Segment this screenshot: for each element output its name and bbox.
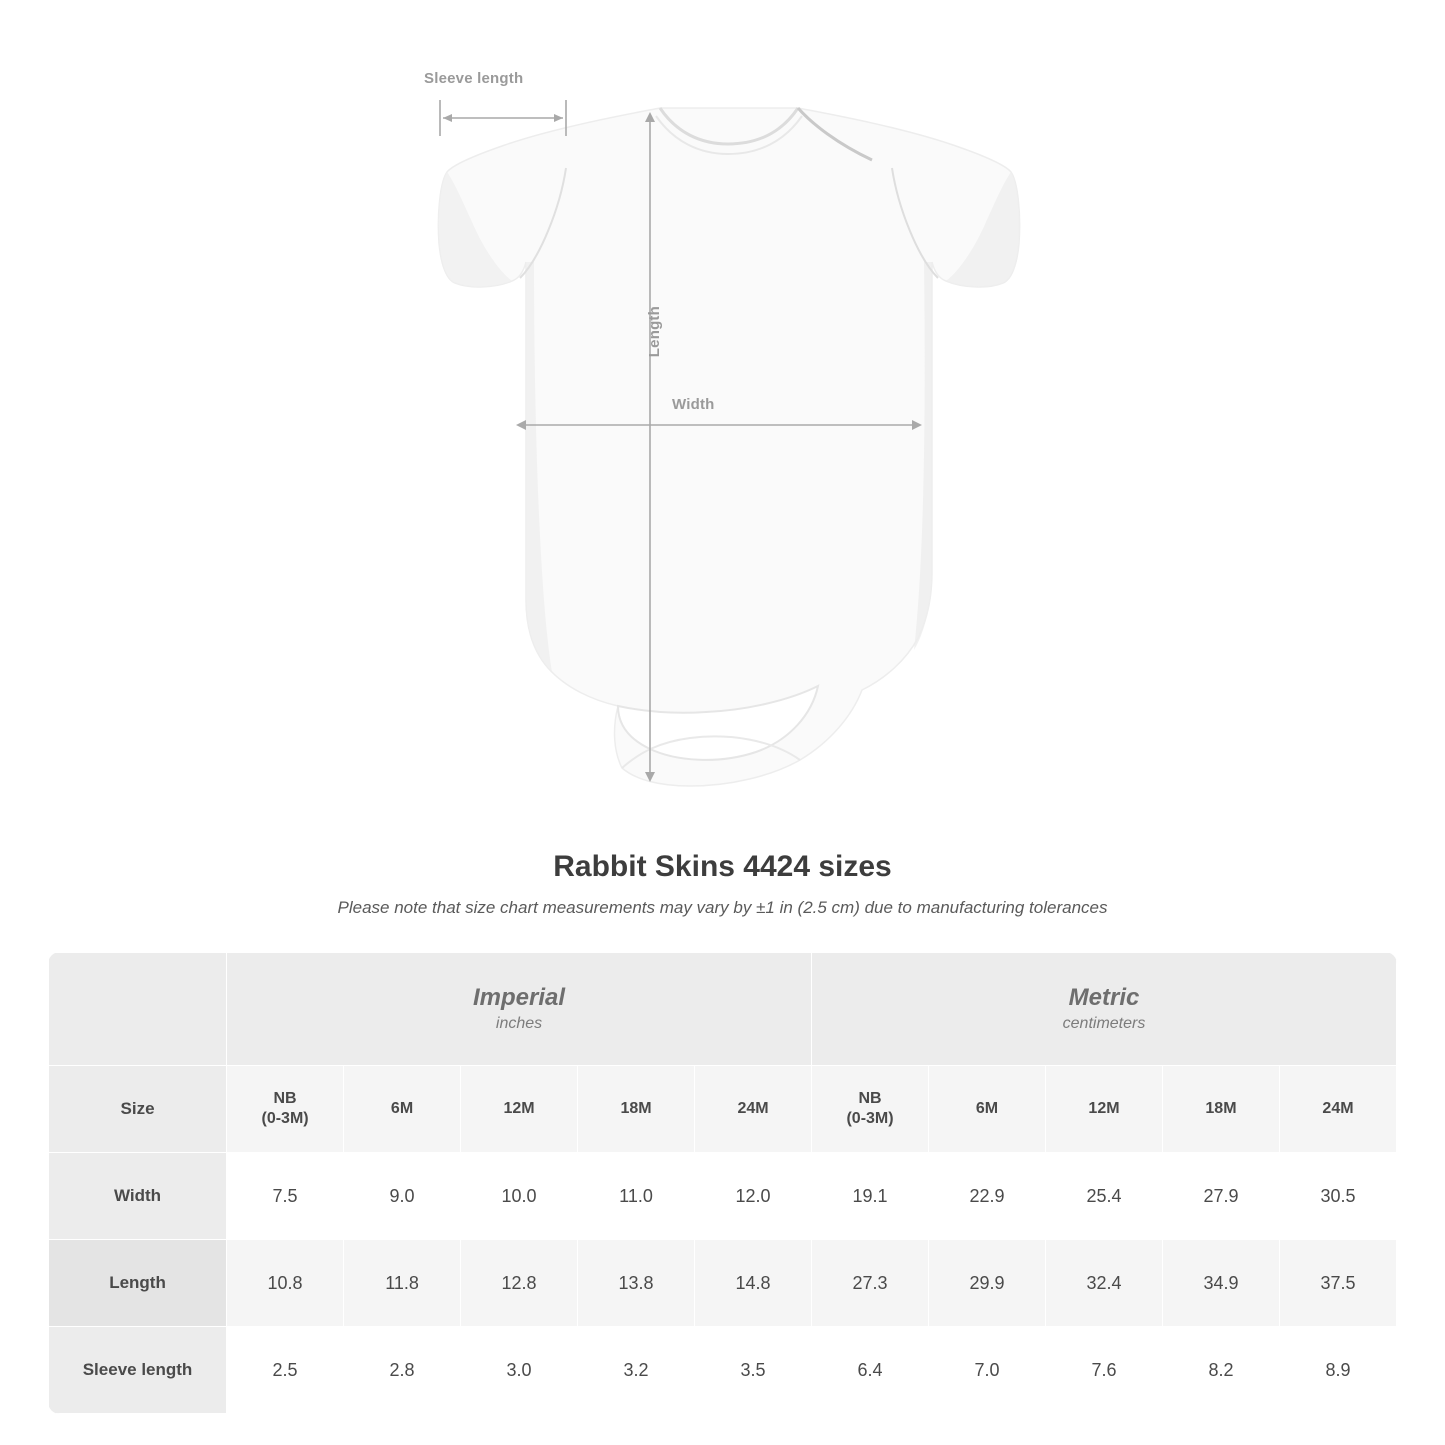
table-row: [49, 1327, 1397, 1414]
col-line1: 12M: [1088, 1100, 1120, 1117]
title-block: [0, 850, 1445, 918]
cell-width-18m-cm: 27.9: [1162, 1153, 1279, 1240]
size-table-wrapper: [48, 952, 1397, 1414]
imperial-sub: inches: [495, 1014, 543, 1032]
imperial-name: Imperial: [473, 983, 566, 1011]
cell-sleeve-18m-cm: 8.2: [1162, 1327, 1279, 1414]
sleeve-length-label: Sleeve length: [424, 70, 524, 87]
col-line1: NB: [858, 1090, 882, 1107]
col-line1: 18M: [620, 1100, 652, 1117]
row-label-length: Length: [49, 1240, 227, 1327]
cell-length-nb-in: 10.8: [227, 1240, 344, 1327]
size-header-cell: Size: [49, 1066, 227, 1153]
col-line2: (0-3M): [846, 1110, 894, 1127]
size-table: [48, 952, 1397, 1414]
cell-sleeve-nb-cm: 6.4: [812, 1327, 929, 1414]
column-header-18m-imperial: [578, 1066, 695, 1153]
column-header-nb-imperial: [227, 1066, 344, 1153]
size-header-row: [49, 1066, 1397, 1153]
cell-width-18m-in: 11.0: [578, 1153, 695, 1240]
col-line1: 18M: [1205, 1100, 1237, 1117]
col-line2: (0-3M): [261, 1110, 309, 1127]
length-label: Length: [646, 306, 663, 358]
width-label: Width: [672, 396, 715, 413]
cell-length-24m-in: 14.8: [695, 1240, 812, 1327]
bodysuit-shape: [438, 108, 1019, 786]
cell-length-18m-in: 13.8: [578, 1240, 695, 1327]
cell-length-6m-cm: 29.9: [929, 1240, 1046, 1327]
cell-width-nb-in: 7.5: [227, 1153, 344, 1240]
table-row: [49, 1153, 1397, 1240]
cell-width-nb-cm: 19.1: [812, 1153, 929, 1240]
imperial-header: [227, 953, 812, 1066]
column-header-6m-imperial: [344, 1066, 461, 1153]
cell-width-6m-in: 9.0: [344, 1153, 461, 1240]
column-header-12m-metric: [1046, 1066, 1163, 1153]
cell-length-nb-cm: 27.3: [812, 1240, 929, 1327]
cell-length-12m-in: 12.8: [461, 1240, 578, 1327]
cell-sleeve-6m-in: 2.8: [344, 1327, 461, 1414]
cell-sleeve-nb-in: 2.5: [227, 1327, 344, 1414]
cell-sleeve-18m-in: 3.2: [578, 1327, 695, 1414]
row-label-sleeve-length: Sleeve length: [49, 1327, 227, 1414]
cell-sleeve-12m-in: 3.0: [461, 1327, 578, 1414]
cell-length-18m-cm: 34.9: [1162, 1240, 1279, 1327]
cell-width-12m-cm: 25.4: [1046, 1153, 1163, 1240]
cell-width-24m-cm: 30.5: [1279, 1153, 1396, 1240]
row-label-width: Width: [49, 1153, 227, 1240]
col-line1: 24M: [737, 1100, 769, 1117]
corner-cell: [49, 953, 227, 1066]
cell-length-12m-cm: 32.4: [1046, 1240, 1163, 1327]
cell-sleeve-24m-cm: 8.9: [1279, 1327, 1396, 1414]
col-line1: 6M: [390, 1100, 414, 1117]
metric-header: [812, 953, 1397, 1066]
column-header-12m-imperial: [461, 1066, 578, 1153]
metric-name: Metric: [1068, 983, 1140, 1011]
column-header-24m-imperial: [695, 1066, 812, 1153]
page-title: Rabbit Skins 4424 sizes: [553, 850, 892, 883]
cell-sleeve-24m-in: 3.5: [695, 1327, 812, 1414]
cell-width-6m-cm: 22.9: [929, 1153, 1046, 1240]
column-header-24m-metric: [1279, 1066, 1396, 1153]
col-line1: 6M: [975, 1100, 999, 1117]
col-line1: NB: [273, 1090, 297, 1107]
cell-width-24m-in: 12.0: [695, 1153, 812, 1240]
col-line1: 24M: [1322, 1100, 1354, 1117]
column-header-nb-metric: [812, 1066, 929, 1153]
metric-sub: centimeters: [1062, 1014, 1146, 1032]
tolerance-note: Please note that size chart measurements may vary by ±1 in (2.5 cm) due to manufacturing tolerances: [337, 898, 1108, 917]
column-header-6m-metric: [929, 1066, 1046, 1153]
cell-width-12m-in: 10.0: [461, 1153, 578, 1240]
cell-sleeve-12m-cm: 7.6: [1046, 1327, 1163, 1414]
cell-length-6m-in: 11.8: [344, 1240, 461, 1327]
column-header-18m-metric: [1162, 1066, 1279, 1153]
cell-length-24m-cm: 37.5: [1279, 1240, 1396, 1327]
table-row: [49, 1240, 1397, 1327]
unit-header-row: [49, 953, 1397, 1066]
col-line1: 12M: [503, 1100, 535, 1117]
cell-sleeve-6m-cm: 7.0: [929, 1327, 1046, 1414]
